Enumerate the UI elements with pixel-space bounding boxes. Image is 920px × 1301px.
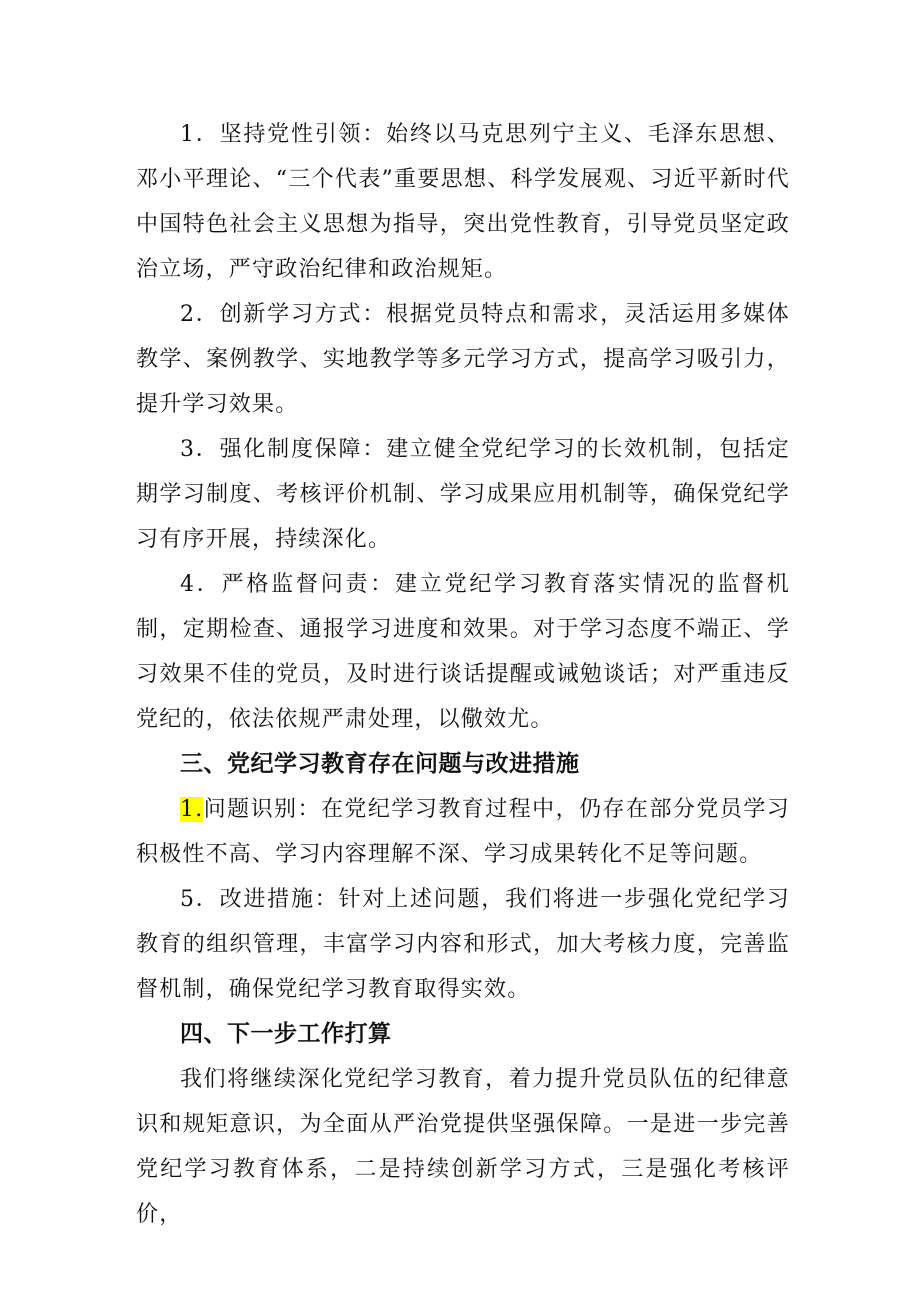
item-text: 严格监督问责：建立党纪学习教育落实情况的监督机制，定期检查、通报学习进度和效果。对于学习态度不端正、学习效果不佳的党员，及时进行谈话提醒或诫勉谈话；对严重违反党纪的，依法依规严肃处理，以儆效尤。 (136, 572, 790, 732)
document-body (136, 112, 790, 1237)
paragraph-item-1 (136, 112, 790, 292)
paragraph-improvement (136, 877, 790, 1012)
item-number: 5． (180, 887, 220, 912)
item-number: 1． (180, 122, 220, 147)
paragraph-item-3 (136, 427, 790, 562)
paragraph-problem (136, 787, 790, 877)
paragraph-item-4 (136, 562, 790, 742)
paragraph-item-2 (136, 292, 790, 427)
item-text: 创新学习方式：根据党员特点和需求，灵活运用多媒体教学、案例教学、实地教学等多元学习方式，提高学习吸引力，提升学习效果。 (136, 302, 790, 417)
item-text: 问题识别：在党纪学习教育过程中，仍存在部分党员学习积极性不高、学习内容理解不深、学习成果转化不足等问题。 (136, 797, 790, 867)
highlighted-number: 1. (180, 797, 204, 822)
section-heading-4: 四、下一步工作打算 (180, 1021, 392, 1047)
item-number: 3． (180, 437, 220, 462)
item-text: 坚持党性引领：始终以马克思列宁主义、毛泽东思想、邓小平理论、“三个代表”重要思想、科学发展观、习近平新时代中国特色社会主义思想为指导，突出党性教育，引导党员坚定政治立场，严守政治纪律和政治规矩。 (136, 122, 790, 282)
item-text: 强化制度保障：建立健全党纪学习的长效机制，包括定期学习制度、考核评价机制、学习成果应用机制等，确保党纪学习有序开展，持续深化。 (136, 437, 790, 552)
paragraph-next-steps: 我们将继续深化党纪学习教育，着力提升党员队伍的纪律意识和规矩意识，为全面从严治党提供坚强保障。一是进一步完善党纪学习教育体系，二是持续创新学习方式，三是强化考核评价， (136, 1067, 790, 1227)
item-number: 4． (180, 572, 222, 597)
item-number: 2． (180, 302, 220, 327)
section-heading-3: 三、党纪学习教育存在问题与改进措施 (180, 751, 580, 777)
item-text: 改进措施：针对上述问题，我们将进一步强化党纪学习教育的组织管理，丰富学习内容和形式，加大考核力度，完善监督机制，确保党纪学习教育取得实效。 (136, 887, 790, 1002)
